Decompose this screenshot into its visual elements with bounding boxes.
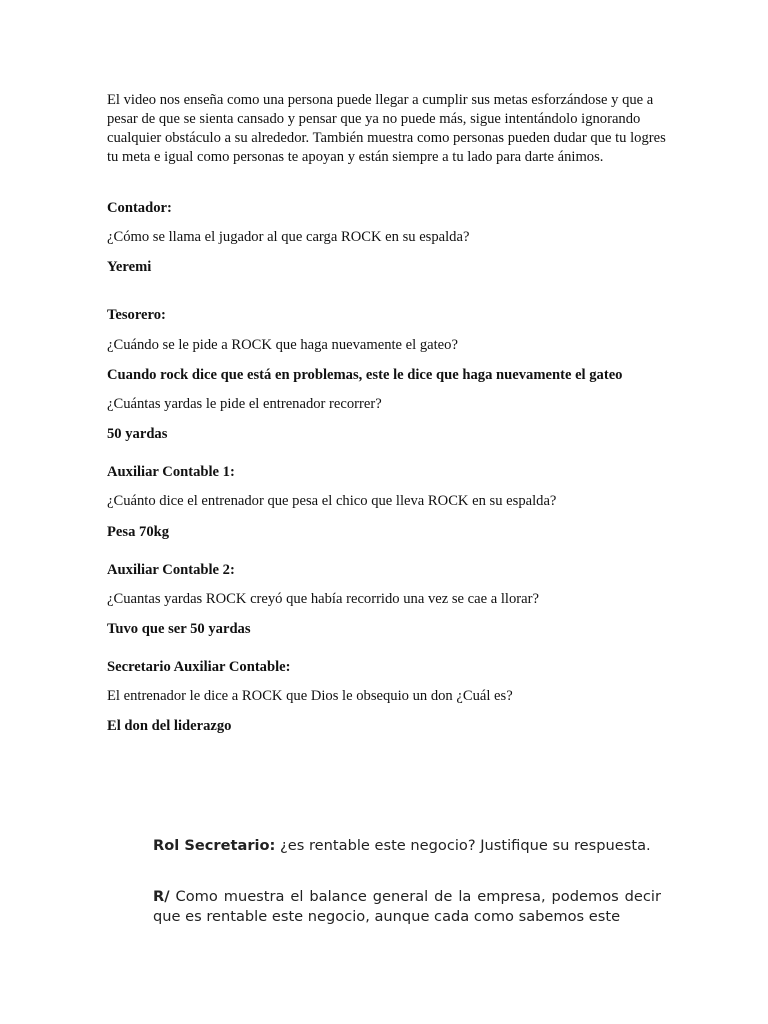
question-text: ¿Cómo se llama el jugador al que carga ROCK en su espalda?: [107, 229, 470, 245]
answer-text: Pesa 70kg: [107, 524, 170, 540]
question-text: El entrenador le dice a ROCK que Dios le obsequio un don ¿Cuál es?: [107, 688, 513, 704]
answer-text: El don del liderazgo: [107, 718, 232, 734]
answer-text: 50 yardas: [107, 426, 168, 442]
answer-text: Tuvo que ser 50 yardas: [107, 621, 251, 637]
rol-secretario-answer-text: Como muestra el balance general de la empresa, podemos decir que es rentable este negocio, aunque cada como sabemos este: [153, 888, 661, 925]
intro-paragraph: El video nos enseña como una persona puede llegar a cumplir sus metas esforzándose y que a pesar de que se sienta cansado y pensar que ya no puede más, sigue intentándolo ignorando cualquier obstáculo a su alrededor. También muestra como personas pueden dudar que tu logres tu meta e igual como personas te apoyan y están siempre a tu lado para darte ánimos.: [107, 92, 666, 165]
question-text: ¿Cuántas yardas le pide el entrenador recorrer?: [107, 396, 382, 412]
rol-secretario-answer: [153, 887, 661, 927]
question-text: ¿Cuantas yardas ROCK creyó que había recorrido una vez se cae a llorar?: [107, 591, 539, 607]
answer-text: Yeremi: [107, 259, 152, 275]
rol-secretario-question: [153, 836, 661, 856]
role-title-auxiliar-2: Auxiliar Contable 2:: [107, 562, 235, 578]
question-text: ¿Cuánto dice el entrenador que pesa el chico que lleva ROCK en su espalda?: [107, 493, 557, 509]
rol-secretario-question-text: ¿es rentable este negocio? Justifique su respuesta.: [275, 837, 651, 854]
role-title-contador: Contador:: [107, 200, 172, 216]
rol-secretario-label: Rol Secretario:: [153, 837, 276, 854]
role-title-tesorero: Tesorero:: [107, 307, 166, 323]
role-title-auxiliar-1: Auxiliar Contable 1:: [107, 464, 235, 480]
answer-text: Cuando rock dice que está en problemas, este le dice que haga nuevamente el gateo: [107, 367, 623, 383]
role-title-secretario-auxiliar: Secretario Auxiliar Contable:: [107, 659, 291, 675]
question-text: ¿Cuándo se le pide a ROCK que haga nuevamente el gateo?: [107, 337, 458, 353]
answer-label: R/: [153, 888, 170, 905]
